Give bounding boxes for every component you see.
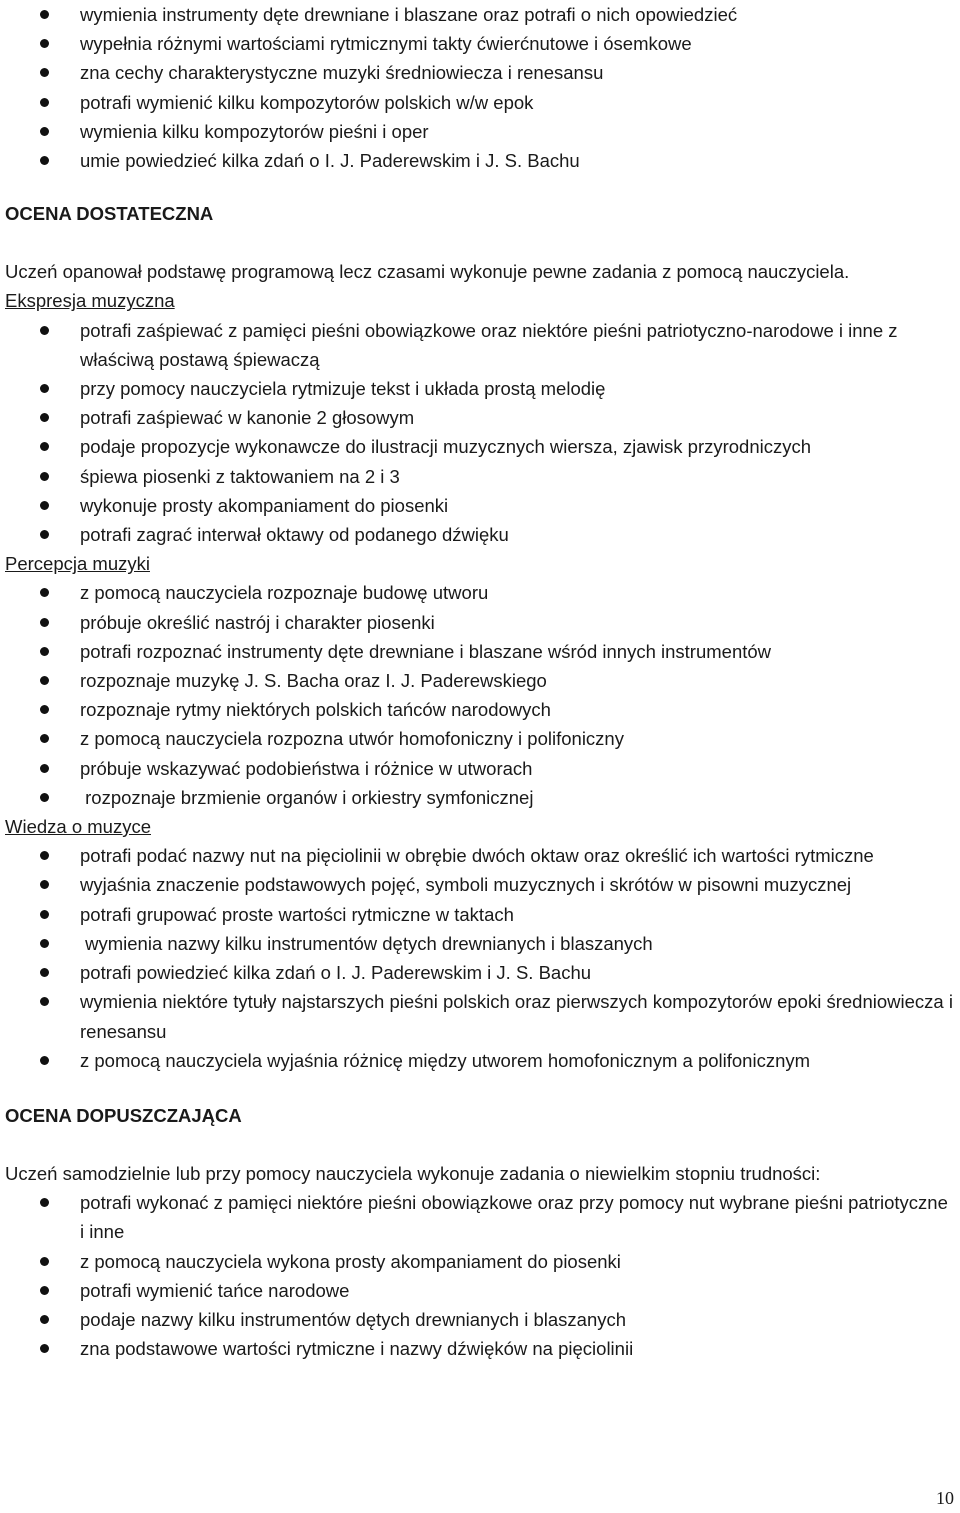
list-item: wymienia nazwy kilku instrumentów dętych drewnianych i blaszanych [5,929,955,958]
bullet-icon [40,1344,49,1353]
bullet-icon [40,910,49,919]
list-item: potrafi zaśpiewać w kanonie 2 głosowym [5,403,955,432]
bullet-icon [40,851,49,860]
list-item: potrafi zagrać interwał oktawy od podanego dźwięku [5,520,955,549]
bullet-icon [40,618,49,627]
bullet-icon [40,588,49,597]
list-item: potrafi powiedzieć kilka zdań o I. J. Paderewskim i J. S. Bachu [5,958,955,987]
list-item: potrafi wykonać z pamięci niektóre pieśni obowiązkowe oraz przy pomocy nut wybrane pieśni patriotyczne i inne [5,1188,955,1246]
list-item: śpiewa piosenki z taktowaniem na 2 i 3 [5,462,955,491]
ekspresja-list [5,316,955,550]
list-item: potrafi zaśpiewać z pamięci pieśni obowiązkowe oraz niektóre pieśni patriotyczno-narodowe i inne z właściwą postawą śpiewaczą [5,316,955,374]
bullet-icon [40,530,49,539]
subsection-title-wiedza: Wiedza o muzyce [5,816,151,838]
section-intro-dostateczna: Uczeń opanował podstawę programową lecz czasami wykonuje pewne zadania z pomocą nauczyciela. [5,261,850,283]
list-item: rozpoznaje muzykę J. S. Bacha oraz I. J. Paderewskiego [5,666,955,695]
bullet-icon [40,939,49,948]
list-item: wymienia instrumenty dęte drewniane i blaszane oraz potrafi o nich opowiedzieć [5,0,955,29]
list-item: z pomocą nauczyciela rozpoznaje budowę utworu [5,578,955,607]
bullet-icon [40,1056,49,1065]
list-item: umie powiedzieć kilka zdań o I. J. Paderewskim i J. S. Bachu [5,146,955,175]
bullet-icon [40,156,49,165]
bullet-icon [40,997,49,1006]
bullet-icon [40,501,49,510]
bullet-icon [40,442,49,451]
wiedza-list [5,841,955,1075]
list-item: zna podstawowe wartości rytmiczne i nazwy dźwięków na pięciolinii [5,1334,955,1363]
bullet-icon [40,384,49,393]
bullet-icon [40,968,49,977]
bullet-icon [40,98,49,107]
section-heading-dostateczna: OCENA DOSTATECZNA [5,203,214,225]
bullet-icon [40,764,49,773]
subsection-title-ekspresja: Ekspresja muzyczna [5,290,175,312]
bullet-icon [40,39,49,48]
top-bullet-list [5,0,955,175]
bullet-icon [40,413,49,422]
list-item: zna cechy charakterystyczne muzyki średniowiecza i renesansu [5,58,955,87]
bullet-icon [40,326,49,335]
list-item: wymienia kilku kompozytorów pieśni i oper [5,117,955,146]
section-heading-dopuszczajaca: OCENA DOPUSZCZAJĄCA [5,1104,242,1126]
bullet-icon [40,676,49,685]
bullet-icon [40,1257,49,1266]
bullet-icon [40,68,49,77]
list-item: potrafi wymienić tańce narodowe [5,1276,955,1305]
bullet-icon [40,734,49,743]
list-item: wymienia niektóre tytuły najstarszych pieśni polskich oraz pierwszych kompozytorów epoki średniowiecza i renesansu [5,987,955,1045]
bullet-icon [40,472,49,481]
list-item: próbuje wskazywać podobieństwa i różnice w utworach [5,754,955,783]
list-item: z pomocą nauczyciela rozpozna utwór homofoniczny i polifoniczny [5,724,955,753]
bullet-icon [40,1315,49,1324]
percepcja-list [5,578,955,812]
bullet-icon [40,705,49,714]
list-item: wyjaśnia znaczenie podstawowych pojęć, symboli muzycznych i skrótów w pisowni muzycznej [5,870,955,899]
list-item: z pomocą nauczyciela wykona prosty akompaniament do piosenki [5,1247,955,1276]
list-item: z pomocą nauczyciela wyjaśnia różnicę między utworem homofonicznym a polifonicznym [5,1046,955,1075]
list-item: potrafi podać nazwy nut na pięciolinii w obrębie dwóch oktaw oraz określić ich wartości rytmiczne [5,841,955,870]
list-item: podaje propozycje wykonawcze do ilustracji muzycznych wiersza, zjawisk przyrodniczych [5,432,955,461]
list-item: wykonuje prosty akompaniament do piosenki [5,491,955,520]
bullet-icon [40,793,49,802]
bullet-icon [40,10,49,19]
list-item: rozpoznaje rytmy niektórych polskich tańców narodowych [5,695,955,724]
list-item: potrafi grupować proste wartości rytmiczne w taktach [5,900,955,929]
list-item: rozpoznaje brzmienie organów i orkiestry symfonicznej [5,783,955,812]
bullet-icon [40,127,49,136]
bullet-icon [40,1286,49,1295]
list-item: podaje nazwy kilku instrumentów dętych drewnianych i blaszanych [5,1305,955,1334]
subsection-title-percepcja: Percepcja muzyki [5,553,150,575]
section-intro-dopuszczajaca: Uczeń samodzielnie lub przy pomocy nauczyciela wykonuje zadania o niewielkim stopniu trudności: [5,1162,821,1184]
list-item: przy pomocy nauczyciela rytmizuje tekst i układa prostą melodię [5,374,955,403]
page-number: 10 [936,1488,954,1508]
bullet-icon [40,1198,49,1207]
dopuszczajaca-list [5,1188,955,1363]
list-item: wypełnia różnymi wartościami rytmicznymi takty ćwierćnutowe i ósemkowe [5,29,955,58]
list-item: potrafi rozpoznać instrumenty dęte drewniane i blaszane wśród innych instrumentów [5,637,955,666]
list-item: potrafi wymienić kilku kompozytorów polskich w/w epok [5,88,955,117]
list-item: próbuje określić nastrój i charakter piosenki [5,608,955,637]
bullet-icon [40,880,49,889]
bullet-icon [40,647,49,656]
page-content [5,0,955,1363]
